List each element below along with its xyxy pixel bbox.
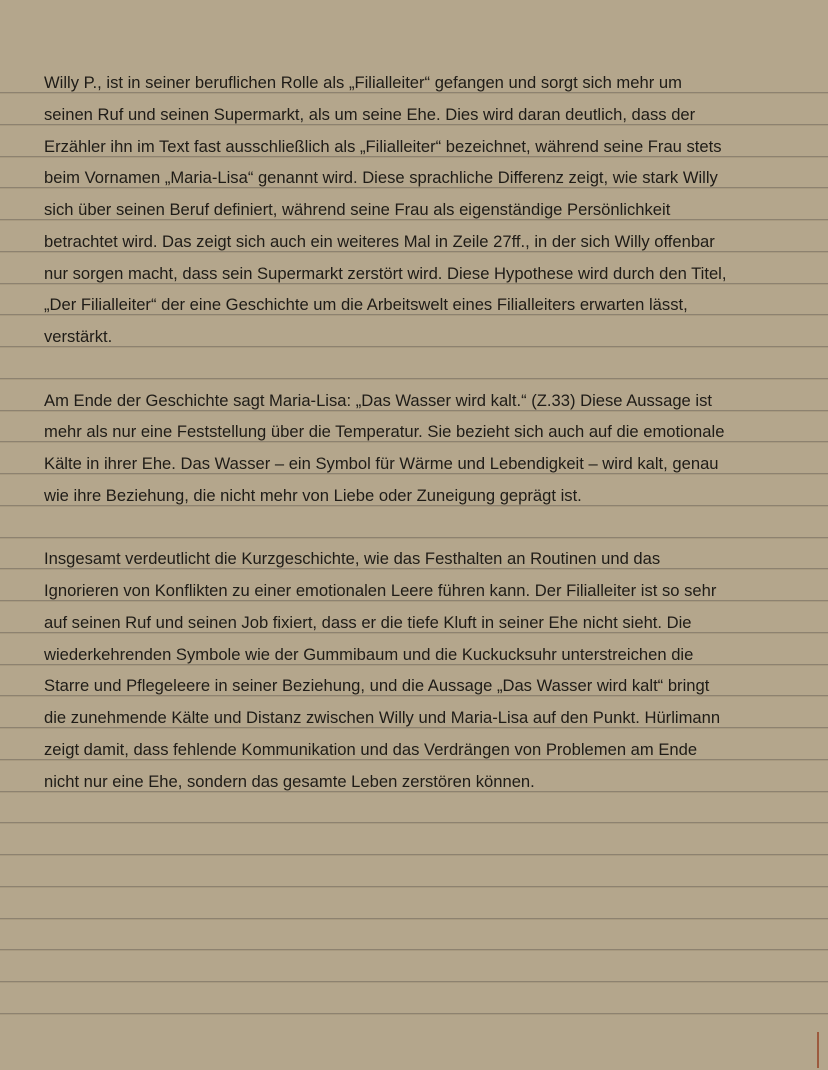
text-line: beim Vornamen „Maria-Lisa“ genannt wird. Diese sprachliche Differenz zeigt, wie stark Willy xyxy=(44,168,718,188)
ruled-line xyxy=(0,1013,828,1015)
text-line: Erzähler ihn im Text fast ausschließlich als „Filialleiter“ bezeichnet, während seine Frau stets xyxy=(44,136,722,156)
text-line: verstärkt. xyxy=(44,327,113,346)
ruled-line xyxy=(0,346,828,348)
text-line: wiederkehrenden Symbole wie der Gummibaum und die Kuckucksuhr unterstreichen die xyxy=(44,644,694,664)
text-line: „Der Filialleiter“ der eine Geschichte um die Arbeitswelt eines Filialleiters erwarten lässt, xyxy=(44,295,688,315)
margin-mark xyxy=(817,1032,819,1068)
text-line: Am Ende der Geschichte sagt Maria-Lisa: „Das Wasser wird kalt.“ (Z.33) Diese Aussage ist xyxy=(44,390,712,410)
text-line: seinen Ruf und seinen Supermarkt, als um seine Ehe. Dies wird daran deutlich, dass der xyxy=(44,104,696,124)
text-line: nur sorgen macht, dass sein Supermarkt zerstört wird. Diese Hypothese wird durch den Titel, xyxy=(44,263,727,283)
ruled-line xyxy=(0,981,828,983)
ruled-line xyxy=(0,918,828,920)
text-line: die zunehmende Kälte und Distanz zwischen Willy und Maria-Lisa auf den Punkt. Hürlimann xyxy=(44,708,721,727)
ruled-line xyxy=(0,822,828,824)
text-line: sich über seinen Beruf definiert, während seine Frau als eigenständige Persönlichkeit xyxy=(44,200,671,219)
ruled-line xyxy=(0,537,828,539)
text-line: nicht nur eine Ehe, sondern das gesamte Leben zerstören können. xyxy=(44,771,535,791)
ruled-line xyxy=(0,886,828,888)
ruled-line xyxy=(0,854,828,856)
text-line: Kälte in ihrer Ehe. Das Wasser – ein Symbol für Wärme und Lebendigkeit – wird kalt, genau xyxy=(44,454,719,473)
text-line: mehr als nur eine Feststellung über die Temperatur. Sie bezieht sich auch auf die emotionale xyxy=(44,422,725,442)
ruled-line xyxy=(0,378,828,380)
text-line: Willy P., ist in seiner beruflichen Rolle als „Filialleiter“ gefangen und sorgt sich mehr um xyxy=(44,73,682,92)
text-line: Insgesamt verdeutlicht die Kurzgeschichte, wie das Festhalten an Routinen und das xyxy=(44,549,661,569)
text-line: auf seinen Ruf und seinen Job fixiert, dass er die tiefe Kluft in seiner Ehe nicht sieht. Die xyxy=(44,612,692,632)
text-line: wie ihre Beziehung, die nicht mehr von Liebe oder Zuneigung geprägt ist. xyxy=(44,485,582,505)
text-line: Starre und Pflegeleere in seiner Beziehung, und die Aussage „Das Wasser wird kalt“ bringt xyxy=(44,676,710,696)
text-line: Ignorieren von Konflikten zu einer emotionalen Leere führen kann. Der Filialleiter ist so sehr xyxy=(44,581,717,600)
ruled-line xyxy=(0,949,828,951)
text-line: zeigt damit, dass fehlende Kommunikation und das Verdrängen von Problemen am Ende xyxy=(44,739,698,759)
text-line: betrachtet wird. Das zeigt sich auch ein weiteres Mal in Zeile 27ff., in der sich Willy offenbar xyxy=(44,231,715,251)
